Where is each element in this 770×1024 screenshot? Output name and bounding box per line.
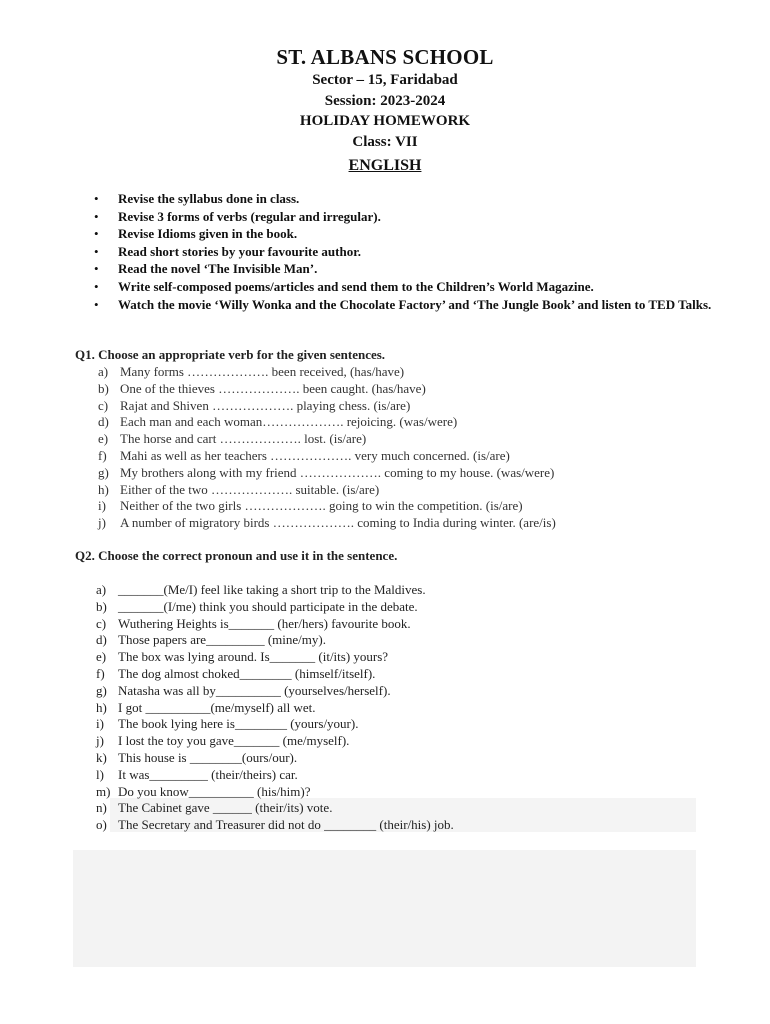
item-text: The book lying here is________ (yours/your).: [118, 716, 359, 732]
instruction-text: Write self-composed poems/articles and send them to the Children’s World Magazine.: [118, 278, 594, 294]
bullet-icon: •: [94, 261, 99, 277]
item-text: My brothers along with my friend ………………. coming to my house. (was/were): [120, 464, 555, 480]
item-text: I got __________(me/myself) all wet.: [118, 699, 316, 715]
q1-item: [98, 498, 556, 515]
item-letter: a): [98, 364, 109, 379]
item-letter: h): [98, 481, 109, 497]
item-text: One of the thieves ………………. been caught. (has/have): [120, 380, 426, 396]
instruction-item: [94, 225, 714, 243]
item-letter: i): [98, 498, 106, 514]
instruction-text: Revise 3 forms of verbs (regular and irregular).: [118, 208, 381, 224]
item-letter: d): [98, 414, 109, 430]
q2-item: [96, 716, 454, 733]
q2-item: [96, 750, 454, 767]
q2-item: [96, 632, 454, 649]
item-letter: m): [96, 783, 111, 799]
item-letter: d): [96, 632, 107, 648]
item-letter: g): [96, 682, 107, 698]
item-text: Each man and each woman………………. rejoicing. (was/were): [120, 414, 458, 430]
shaded-region-lower: [73, 850, 696, 967]
q2-item: [96, 616, 454, 633]
q2-item: [96, 700, 454, 717]
item-letter: b): [98, 380, 109, 396]
instruction-item: [94, 260, 714, 278]
item-letter: f): [98, 447, 107, 463]
item-letter: o): [96, 817, 107, 833]
homework-title: HOLIDAY HOMEWORK: [299, 113, 471, 129]
q1-item: [98, 381, 556, 398]
item-text: The Secretary and Treasurer did not do ________ (their/his) job.: [118, 817, 454, 833]
item-text: Rajat and Shiven ………………. playing chess. (is/are): [120, 397, 411, 413]
instruction-list: [94, 190, 714, 313]
q2-item: [96, 767, 454, 784]
instruction-text: Read short stories by your favourite author.: [118, 243, 362, 259]
instruction-text: Watch the movie ‘Willy Wonka and the Chocolate Factory’ and ‘The Jungle Book’ and listen to TED Talks.: [118, 296, 712, 312]
q2-item: [96, 582, 454, 599]
item-text: Wuthering Heights is_______ (her/hers) favourite book.: [118, 615, 411, 631]
item-text: I lost the toy you gave_______ (me/myself).: [118, 733, 350, 749]
q1-item: [98, 414, 556, 431]
q1-item: [98, 364, 556, 381]
item-text: The dog almost choked________ (himself/itself).: [118, 665, 376, 681]
instruction-text: Revise the syllabus done in class.: [118, 191, 300, 206]
school-name: ST. ALBANS SCHOOL: [276, 45, 494, 69]
item-letter: i): [96, 716, 104, 732]
q1-item: [98, 431, 556, 448]
item-letter: c): [96, 615, 107, 631]
item-text: Mahi as well as her teachers ………………. very much concerned. (is/are): [120, 447, 510, 463]
q1-item: [98, 398, 556, 415]
q1-item: [98, 448, 556, 465]
item-letter: l): [96, 766, 104, 782]
bullet-icon: •: [94, 296, 99, 312]
item-text: This house is ________(ours/our).: [118, 749, 298, 765]
item-text: Neither of the two girls ………………. going to win the competition. (is/are): [120, 498, 523, 514]
item-letter: a): [96, 582, 107, 597]
class-line: Class: VII: [352, 133, 418, 150]
instruction-item: [94, 243, 714, 261]
q2-item: [96, 683, 454, 700]
bullet-icon: •: [94, 278, 99, 294]
item-letter: n): [96, 800, 107, 816]
item-text: Natasha was all by__________ (yourselves/herself).: [118, 682, 391, 698]
q2-list: [96, 582, 454, 834]
bullet-icon: •: [94, 208, 99, 224]
item-letter: j): [98, 515, 106, 531]
item-text: _______(I/me) think you should participate in the debate.: [118, 598, 418, 614]
item-letter: f): [96, 665, 105, 681]
item-letter: e): [98, 431, 109, 447]
document-header: [0, 44, 770, 152]
q2-item: [96, 733, 454, 750]
item-text: The box was lying around. Is_______ (it/its) yours?: [118, 649, 389, 665]
q2-title: Q2. Choose the correct pronoun and use it in the sentence.: [75, 548, 398, 563]
q1-item: [98, 482, 556, 499]
item-text: The Cabinet gave ______ (their/its) vote.: [118, 800, 333, 816]
bullet-icon: •: [94, 226, 99, 242]
item-letter: b): [96, 598, 107, 614]
q1-item: [98, 465, 556, 482]
bullet-icon: •: [94, 243, 99, 259]
school-address: Sector – 15, Faridabad: [312, 72, 458, 88]
instruction-item: [94, 278, 714, 296]
q2-item: [96, 666, 454, 683]
item-text: _______(Me/I) feel like taking a short trip to the Maldives.: [118, 582, 426, 597]
item-letter: k): [96, 749, 107, 765]
item-letter: e): [96, 649, 107, 665]
item-letter: h): [96, 699, 107, 715]
instruction-item: [94, 190, 714, 208]
q1-title: Q1. Choose an appropriate verb for the given sentences.: [75, 347, 386, 362]
item-text: Many forms ………………. been received, (has/have): [120, 364, 405, 379]
instruction-item: [94, 208, 714, 226]
item-letter: j): [96, 733, 104, 749]
item-text: The horse and cart ………………. lost. (is/are): [120, 431, 367, 447]
item-text: A number of migratory birds ………………. coming to India during winter. (are/is): [120, 515, 556, 531]
item-letter: g): [98, 464, 109, 480]
instruction-text: Read the novel ‘The Invisible Man’.: [118, 261, 318, 277]
q2-item: [96, 599, 454, 616]
instruction-text: Revise Idioms given in the book.: [118, 226, 298, 242]
item-letter: c): [98, 397, 109, 413]
q2-item: [96, 784, 454, 801]
subject-heading: ENGLISH: [348, 157, 422, 174]
instruction-item: [94, 296, 714, 314]
item-text: It was_________ (their/theirs) car.: [118, 766, 298, 782]
q1-item: [98, 515, 556, 532]
bullet-icon: •: [94, 191, 99, 206]
item-text: Either of the two ………………. suitable. (is/are): [120, 481, 380, 497]
q2-item: [96, 649, 454, 666]
q1-list: [98, 364, 556, 532]
q2-item: [96, 800, 454, 817]
item-text: Do you know__________ (his/him)?: [118, 783, 311, 799]
item-text: Those papers are_________ (mine/my).: [118, 632, 326, 648]
q2-item: [96, 817, 454, 834]
session-line: Session: 2023-2024: [324, 92, 446, 109]
